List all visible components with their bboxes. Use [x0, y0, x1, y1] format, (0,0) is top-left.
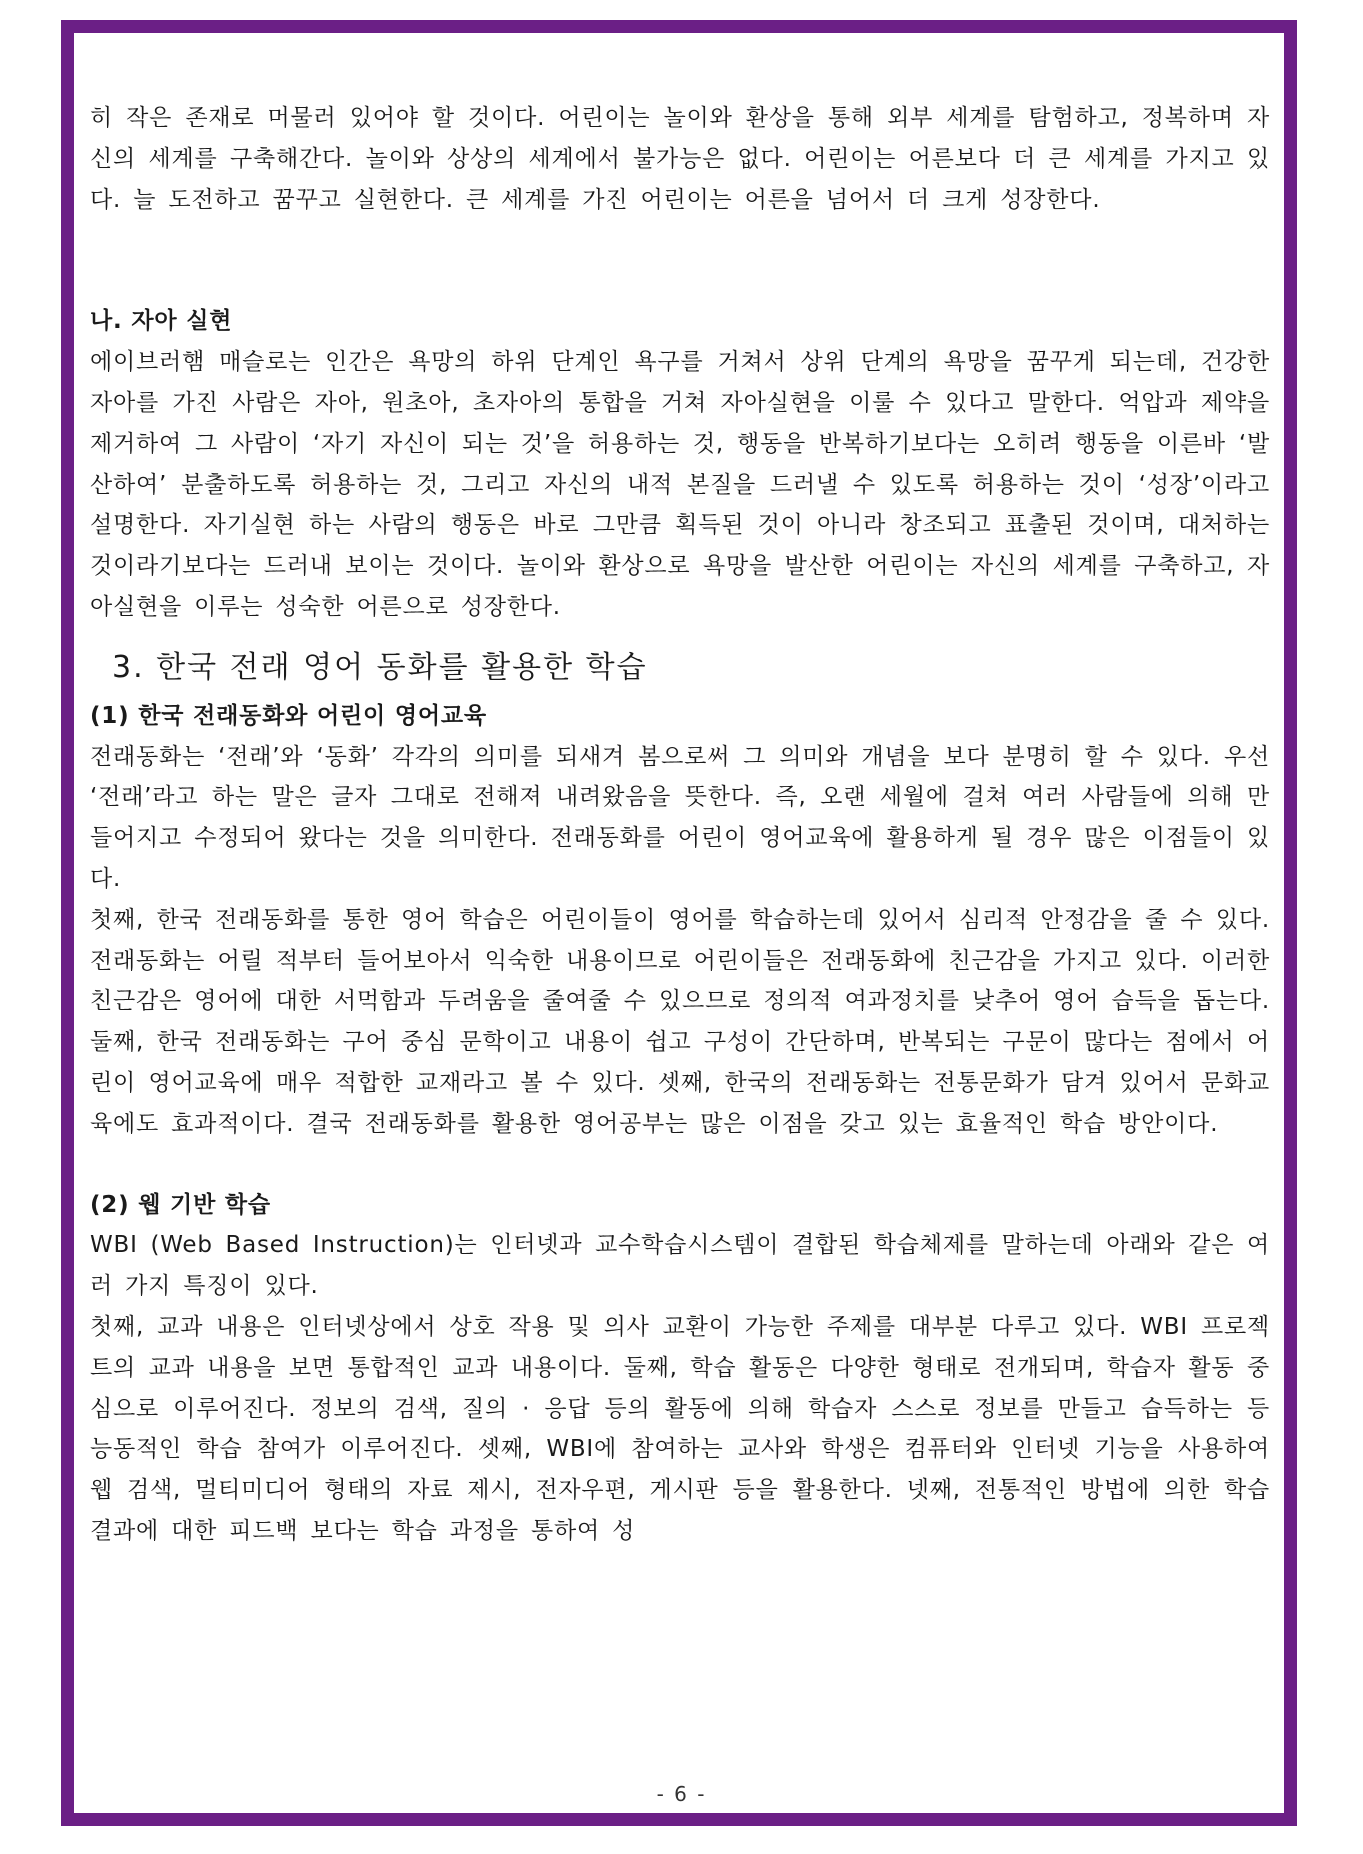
- web-based-learning-heading: (2) 웹 기반 학습: [90, 1191, 271, 1218]
- web-based-learning-paragraph-1: WBI (Web Based Instruction)는 인터넷과 교수학습시스템이 결합된 학습체제를 말하는데 아래와 같은 여러 가지 특징이 있다.: [90, 1232, 1270, 1300]
- spacer: [90, 220, 1270, 301]
- web-based-learning-paragraph-2: 첫째, 교과 내용은 인터넷상에서 상호 작용 및 의사 교환이 가능한 주제를 대부분 다루고 있다. WBI 프로젝트의 교과 내용을 보면 통합적인 교과 내용이다. 둘째, 학습 활동은 다양한 형태로 전개되며, 학습자 활동 중심으로 이루어진다. 정보의 검색, 질의 · 응답 등의 활동에 의해 학습자 스스로 정보를 만들고 습득하는 등 능동적인 학습 참여가 이루어진다. 셋째, WBI에 참여하는 교사와 학생은 컴퓨터와 인터넷 기능을 사용하여 웹 검색, 멀티미디어 형태의 자료 제시, 전자우편, 게시판 등을 활용한다. 넷째, 전통적인 방법에 의한 학습 결과에 대한 피드백 보다는 학습 과정을 통하여 성: [90, 1313, 1270, 1544]
- korean-folktale-heading: (1) 한국 전래동화와 어린이 영어교육: [90, 702, 487, 729]
- page-number: - 6 -: [656, 1782, 707, 1806]
- spacer: [90, 628, 1270, 640]
- intro-paragraph: 히 작은 존재로 머물러 있어야 할 것이다. 어린이는 놀이와 환상을 통해 외부 세계를 탐험하고, 정복하며 자신의 세계를 구축해간다. 놀이와 상상의 세계에서 불가능은 없다. 어린이는 어른보다 더 큰 세계를 가지고 있다. 늘 도전하고 꿈꾸고 실현한다. 큰 세계를 가진 어린이는 어른을 넘어서 더 크게 성장한다.: [90, 105, 1270, 213]
- document-body: [90, 98, 1270, 1748]
- section-title: 3. 한국 전래 영어 동화를 활용한 학습: [112, 649, 648, 685]
- korean-folktale-paragraph-2: 첫째, 한국 전래동화를 통한 영어 학습은 어린이들이 영어를 학습하는데 있어서 심리적 안정감을 줄 수 있다. 전래동화는 어릴 적부터 들어보아서 익숙한 내용이므로 어린이들은 전래동화에 친근감을 가지고 있다. 이러한 친근감은 영어에 대한 서먹함과 두려움을 줄여줄 수 있으므로 정의적 여과정치를 낮추어 영어 습득을 돕는다. 둘째, 한국 전래동화는 구어 중심 문학이고 내용이 쉽고 구성이 간단하며, 반복되는 구문이 많다는 점에서 어린이 영어교육에 매우 적합한 교재라고 볼 수 있다. 셋째, 한국의 전래동화는 전통문화가 담겨 있어서 문화교육에도 효과적이다. 결국 전래동화를 활용한 영어공부는 많은 이점을 갖고 있는 효율적인 학습 방안이다.: [90, 906, 1270, 1137]
- self-actualization-heading: 나. 자아 실현: [90, 308, 233, 335]
- korean-folktale-paragraph-1: 전래동화는 ‘전래’와 ‘동화’ 각각의 의미를 되새겨 봄으로써 그 의미와 개념을 보다 분명히 할 수 있다. 우선 ‘전래’라고 하는 말은 글자 그대로 전해져 내려왔음을 뜻한다. 즉, 오랜 세월에 걸쳐 여러 사람들에 의해 만들어지고 수정되어 왔다는 것을 의미한다. 전래동화를 어린이 영어교육에 활용하게 될 경우 많은 이점들이 있다.: [90, 743, 1270, 892]
- spacer: [90, 1145, 1270, 1185]
- self-actualization-paragraph: 에이브러햄 매슬로는 인간은 욕망의 하위 단계인 욕구를 거쳐서 상위 단계의 욕망을 꿈꾸게 되는데, 건강한 자아를 가진 사람은 자아, 원초아, 초자아의 통합을 거쳐 자아실현을 이룰 수 있다고 말한다. 억압과 제약을 제거하여 그 사람이 ‘자기 자신이 되는 것’을 허용하는 것, 행동을 반복하기보다는 오히려 행동을 이른바 ‘발산하여’ 분출하도록 허용하는 것, 그리고 자신의 내적 본질을 드러낼 수 있도록 허용하는 것이 ‘성장’이라고 설명한다. 자기실현 하는 사람의 행동은 바로 그만큼 획득된 것이 아니라 창조되고 표출된 것이며, 대처하는 것이라기보다는 드러내 보이는 것이다. 놀이와 환상으로 욕망을 발산한 어린이는 자신의 세계를 구축하고, 자아실현을 이루는 성숙한 어른으로 성장한다.: [90, 349, 1270, 620]
